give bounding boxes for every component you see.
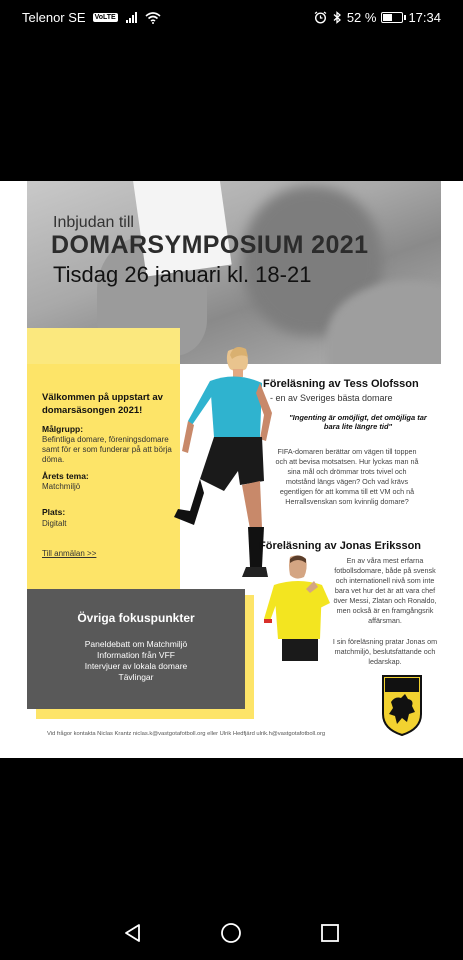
- focus-item: Tävlingar: [118, 672, 154, 682]
- lecture2-title: Föreläsning av Jonas Eriksson: [259, 540, 422, 552]
- focus-list: [27, 639, 245, 683]
- poster-date: Tisdag 26 januari kl. 18-21: [53, 262, 312, 287]
- yellow-strip: [27, 328, 180, 364]
- status-left: [22, 10, 161, 25]
- navigation-bar: [0, 900, 463, 960]
- carrier-name: Telenor SE: [22, 10, 86, 25]
- bluetooth-icon: [332, 11, 342, 24]
- signal-icon: [126, 12, 137, 23]
- focus-item: Paneldebatt om Matchmiljö: [84, 639, 188, 649]
- lecture2-body: En av våra mest erfarna fotbollsdomare, både på svensk och internationell nivå som inte bara vet hur det är att vara chef över Messi, Zlatan och Ronaldo, men också är en framgångsrik affärsman.: [333, 556, 437, 625]
- battery-icon: [381, 12, 403, 23]
- lecture2-body2: I sin föreläsning pratar Jonas om matchmiljö, beslutsfattande och ledarskap.: [332, 637, 438, 666]
- clock: 17:34: [408, 10, 441, 25]
- poster-image: [0, 181, 463, 758]
- focus-item: Information från VFF: [97, 650, 175, 660]
- poster-title: DOMARSYMPOSIUM 2021: [51, 231, 369, 259]
- theme-text: Matchmiljö: [42, 482, 81, 491]
- place-text: Digitalt: [42, 519, 67, 528]
- poster-intro: Inbjudan till: [53, 214, 134, 231]
- lecture1-subtitle: - en av Sveriges bästa domare: [270, 393, 393, 403]
- lecture1-title: Föreläsning av Tess Olofsson: [263, 378, 419, 390]
- target-text: Befintliga domare, föreningsdomare samt för er som funderar på att börja döma.: [42, 435, 172, 464]
- status-right: [314, 10, 441, 25]
- volte-badge: VoLTE: [94, 14, 116, 21]
- signup-link: Till anmälan >>: [42, 549, 97, 558]
- place-label: Plats:: [42, 507, 66, 517]
- focus-box: [27, 589, 245, 709]
- target-label: Målgrupp:: [42, 424, 84, 434]
- square-recents-icon: [320, 923, 340, 943]
- theme-label: Årets tema:: [42, 471, 89, 481]
- battery-percent: 52 %: [346, 10, 377, 25]
- vff-logo: [381, 674, 423, 736]
- wifi-icon: [145, 12, 161, 24]
- lecture1-body: FIFA-domaren berättar om vägen till toppen och att bevisa motsatsen. Hur lyckas man nå sina mål och drömmar trots tvivel och motstånd längs vägen? Och vad krävs egentligen för att komma till ett VM och nå Herrallsvenskan som kvinnlig domare?: [275, 447, 419, 506]
- back-button[interactable]: [118, 918, 148, 948]
- welcome-heading: Välkommen på uppstart av domarsäsongen 2021!: [42, 392, 163, 416]
- home-button[interactable]: [216, 918, 246, 948]
- lecture1-quote: "Ingenting är omöjligt, det omöjliga tar bara lite längre tid": [289, 413, 427, 431]
- status-bar: [0, 0, 463, 36]
- focus-title: Övriga fokuspunkter: [77, 611, 195, 625]
- referee-photo-jonas: [262, 553, 336, 661]
- circle-home-icon: [220, 922, 242, 944]
- contact-footer: Vid frågor kontakta Niclas Krantz niclas.k@vastgotafotboll.org eller Ulrik Hedfjärd ulrik.h@vastgotafotboll.org: [47, 731, 326, 737]
- recents-button[interactable]: [315, 918, 345, 948]
- triangle-back-icon: [123, 923, 143, 943]
- focus-item: Intervjuer av lokala domare: [84, 661, 188, 671]
- alarm-icon: [314, 11, 327, 24]
